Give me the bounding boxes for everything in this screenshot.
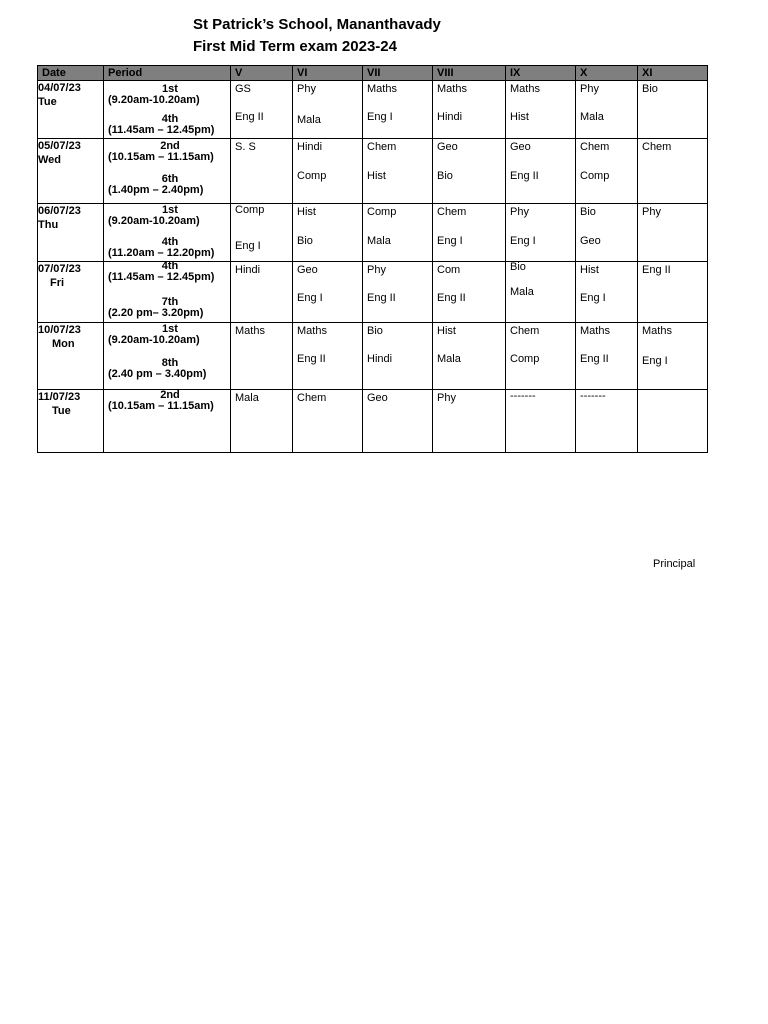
subject-2: Hindi	[437, 111, 463, 123]
period-number: 2nd	[160, 389, 180, 401]
column-header: IX	[506, 66, 576, 81]
subject-cell	[638, 139, 708, 204]
column-header: VIII	[433, 66, 506, 81]
subject-cell	[363, 323, 433, 390]
subject-cell	[506, 81, 576, 139]
exam-date: 11/07/23	[38, 391, 81, 403]
subject-1: -------	[510, 390, 536, 402]
subject-2: Mala	[580, 111, 604, 123]
subject-cell	[576, 262, 638, 323]
subject-cell	[231, 139, 293, 204]
period-cell	[104, 323, 231, 390]
date-cell	[38, 262, 104, 323]
subject-2: Eng II	[367, 292, 396, 304]
column-header: X	[576, 66, 638, 81]
subject-1: Comp	[235, 204, 265, 216]
subject-cell	[638, 390, 708, 453]
table-row	[38, 204, 708, 262]
exam-day: Fri	[50, 277, 65, 289]
exam-schedule-table	[37, 65, 708, 453]
subject-1: Phy	[510, 206, 529, 218]
subject-1: Chem	[437, 206, 467, 218]
subject-2: Hindi	[367, 353, 393, 365]
period-number: 4th	[161, 236, 179, 248]
period-time: (1.40pm – 2.40pm)	[108, 184, 204, 196]
column-header: VII	[363, 66, 433, 81]
subject-1: Phy	[367, 264, 386, 276]
period-number: 1st	[162, 204, 178, 216]
subject-2: Mala	[437, 353, 461, 365]
subject-2: Bio	[437, 170, 453, 182]
subject-1: Phy	[297, 83, 316, 95]
subject-cell	[363, 262, 433, 323]
subject-cell	[506, 390, 576, 453]
subject-2: Eng I	[367, 111, 393, 123]
date-cell	[38, 139, 104, 204]
period-cell	[104, 204, 231, 262]
subject-2: Comp	[510, 353, 540, 365]
subject-2: Bio	[297, 235, 313, 247]
subject-2: Hist	[367, 170, 386, 182]
subject-cell	[363, 390, 433, 453]
subject-2: Comp	[297, 170, 327, 182]
subject-1: Bio	[367, 325, 383, 337]
subject-1: Hist	[580, 264, 599, 276]
exam-date: 04/07/23	[38, 82, 81, 94]
subject-cell	[506, 262, 576, 323]
subject-cell	[231, 204, 293, 262]
table-row	[38, 81, 708, 139]
subject-cell	[363, 81, 433, 139]
period-time: (9.20am-10.20am)	[108, 94, 200, 106]
subject-1: Maths	[437, 83, 467, 95]
school-name: St Patrick’s School, Mananthavady	[193, 16, 441, 33]
subject-1: Maths	[297, 325, 327, 337]
subject-cell	[576, 139, 638, 204]
subject-cell	[638, 204, 708, 262]
subject-2: Mala	[297, 114, 321, 126]
subject-2: Geo	[580, 235, 601, 247]
exam-date: 05/07/23	[38, 140, 81, 152]
subject-1: Geo	[367, 392, 388, 404]
subject-1: Hindi	[235, 264, 261, 276]
subject-1: Bio	[510, 261, 526, 273]
subject-1: Comp	[367, 206, 397, 218]
subject-cell	[433, 390, 506, 453]
period-time: (2.20 pm– 3.20pm)	[108, 307, 204, 319]
exam-day: Tue	[38, 96, 57, 108]
period-number: 2nd	[160, 140, 180, 152]
subject-1: Maths	[367, 83, 397, 95]
subject-2: Eng II	[580, 353, 609, 365]
column-header: Period	[104, 66, 231, 81]
subject-cell	[293, 323, 363, 390]
period-number: 6th	[161, 173, 179, 185]
subject-cell	[363, 139, 433, 204]
column-header: Date	[38, 66, 104, 81]
subject-1: Eng II	[642, 264, 671, 276]
table-row	[38, 390, 708, 453]
subject-cell	[363, 204, 433, 262]
subject-1: Maths	[642, 325, 672, 337]
subject-1: Maths	[510, 83, 540, 95]
subject-cell	[433, 139, 506, 204]
period-number: 4th	[161, 113, 179, 125]
subject-1: Hindi	[297, 141, 323, 153]
subject-cell	[576, 390, 638, 453]
subject-1: GS	[235, 83, 251, 95]
subject-2: Hist	[510, 111, 529, 123]
exam-title: First Mid Term exam 2023-24	[193, 38, 397, 55]
subject-cell	[576, 204, 638, 262]
subject-2: Eng I	[437, 235, 463, 247]
period-time: (10.15am – 11.15am)	[108, 151, 214, 163]
exam-date: 07/07/23	[38, 263, 81, 275]
subject-1: S. S	[235, 141, 256, 153]
subject-cell	[638, 81, 708, 139]
subject-2: Mala	[510, 286, 534, 298]
subject-cell	[293, 262, 363, 323]
subject-cell	[231, 390, 293, 453]
subject-1: Chem	[642, 141, 672, 153]
subject-1: Phy	[580, 83, 599, 95]
period-time: (11.20am – 12.20pm)	[108, 247, 215, 259]
period-time: (10.15am – 11.15am)	[108, 400, 214, 412]
subject-cell	[293, 204, 363, 262]
subject-1: Maths	[580, 325, 610, 337]
period-number: 7th	[161, 296, 179, 308]
period-time: (11.45am – 12.45pm)	[108, 124, 215, 136]
subject-1: Phy	[437, 392, 456, 404]
subject-2: Eng II	[297, 353, 326, 365]
period-cell	[104, 262, 231, 323]
date-cell	[38, 323, 104, 390]
subject-2: Eng I	[580, 292, 606, 304]
subject-1: Chem	[510, 325, 540, 337]
subject-cell	[293, 81, 363, 139]
subject-1: Com	[437, 264, 461, 276]
principal-signature-label: Principal	[653, 558, 696, 570]
exam-day: Wed	[38, 154, 62, 166]
exam-date: 06/07/23	[38, 205, 81, 217]
period-number: 1st	[162, 323, 178, 335]
subject-cell	[638, 262, 708, 323]
column-header: XI	[638, 66, 708, 81]
table-row	[38, 262, 708, 323]
exam-day: Tue	[52, 405, 71, 417]
subject-2: Eng I	[297, 292, 323, 304]
subject-2: Eng II	[437, 292, 466, 304]
column-header: V	[231, 66, 293, 81]
subject-cell	[433, 262, 506, 323]
period-time: (9.20am-10.20am)	[108, 215, 200, 227]
period-cell	[104, 81, 231, 139]
period-cell	[104, 139, 231, 204]
subject-1: Bio	[580, 206, 596, 218]
subject-cell	[293, 390, 363, 453]
subject-cell	[293, 139, 363, 204]
period-number: 4th	[161, 260, 179, 272]
subject-1: Chem	[580, 141, 610, 153]
table-row	[38, 323, 708, 390]
date-cell	[38, 390, 104, 453]
subject-cell	[231, 323, 293, 390]
exam-day: Mon	[52, 338, 75, 350]
subject-1: Geo	[510, 141, 531, 153]
exam-date: 10/07/23	[38, 324, 81, 336]
subject-cell	[433, 323, 506, 390]
subject-1: Hist	[297, 206, 316, 218]
subject-cell	[638, 323, 708, 390]
subject-2: Mala	[367, 235, 391, 247]
subject-2: Eng II	[235, 111, 264, 123]
subject-2: Eng II	[510, 170, 539, 182]
period-number: 1st	[162, 83, 178, 95]
subject-1: Maths	[235, 325, 265, 337]
subject-1: Mala	[235, 392, 259, 404]
subject-1: Chem	[297, 392, 327, 404]
subject-1: -------	[580, 390, 606, 402]
period-time: (11.45am – 12.45pm)	[108, 271, 215, 283]
subject-2: Eng I	[510, 235, 536, 247]
date-cell	[38, 204, 104, 262]
subject-cell	[433, 81, 506, 139]
exam-day: Thu	[38, 219, 59, 231]
period-cell	[104, 390, 231, 453]
period-time: (2.40 pm – 3.40pm)	[108, 368, 207, 380]
period-time: (9.20am-10.20am)	[108, 334, 200, 346]
subject-2: Eng I	[235, 240, 261, 252]
period-number: 8th	[161, 357, 179, 369]
subject-1: Bio	[642, 83, 658, 95]
header-row	[38, 66, 708, 81]
subject-cell	[506, 204, 576, 262]
subject-cell	[576, 323, 638, 390]
subject-cell	[576, 81, 638, 139]
table-row	[38, 139, 708, 204]
subject-cell	[231, 262, 293, 323]
subject-cell	[231, 81, 293, 139]
subject-2: Eng I	[642, 355, 668, 367]
subject-1: Geo	[437, 141, 458, 153]
date-cell	[38, 81, 104, 139]
subject-2: Comp	[580, 170, 610, 182]
subject-1: Hist	[437, 325, 456, 337]
subject-cell	[506, 139, 576, 204]
subject-cell	[506, 323, 576, 390]
subject-1: Phy	[642, 206, 661, 218]
subject-1: Chem	[367, 141, 397, 153]
column-header: VI	[293, 66, 363, 81]
subject-cell	[433, 204, 506, 262]
subject-1: Geo	[297, 264, 318, 276]
